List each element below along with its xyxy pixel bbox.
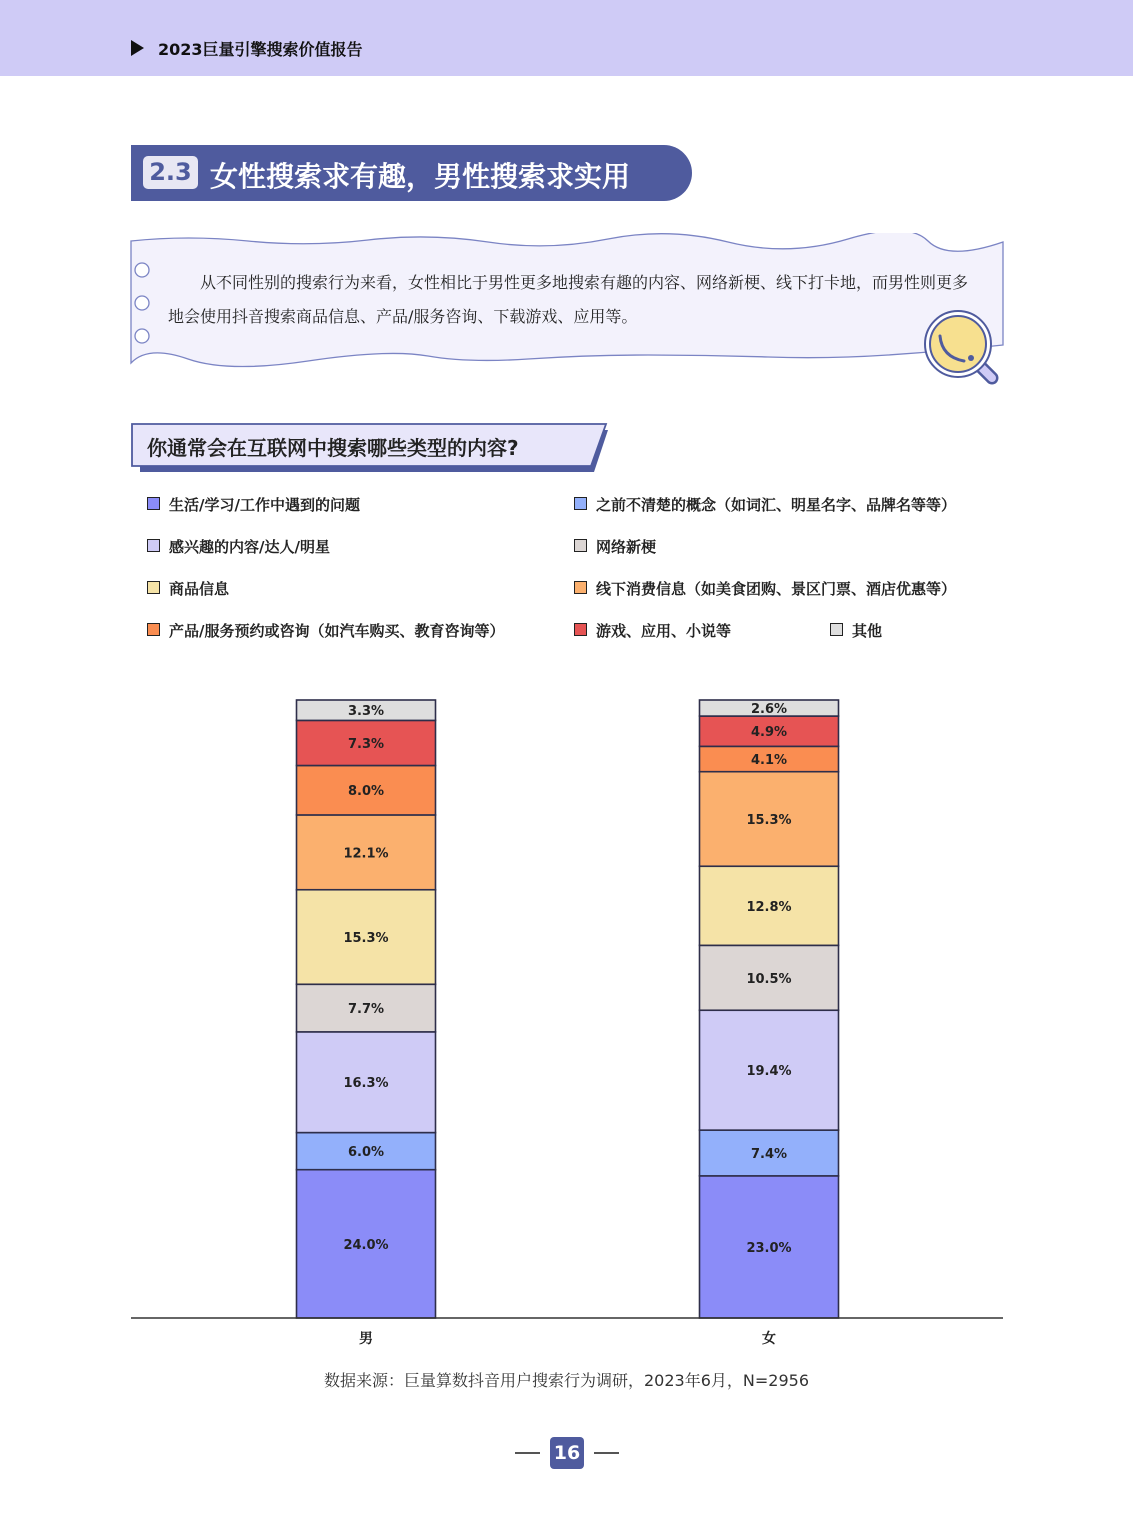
legend-label: 商品信息 — [169, 580, 230, 598]
section-title: 女性搜索求有趣，男性搜索求实用 — [210, 160, 631, 193]
legend-swatch — [147, 581, 160, 594]
data-label: 7.4% — [750, 1146, 788, 1162]
legend-label: 生活/学习/工作中遇到的问题 — [169, 496, 360, 514]
play-arrow-icon — [131, 40, 144, 56]
data-label: 23.0% — [746, 1240, 792, 1256]
legend-swatch — [574, 497, 587, 510]
page-divider-left — [515, 1452, 540, 1454]
legend-swatch — [147, 497, 160, 510]
legend-label: 其他 — [852, 622, 883, 640]
legend-swatch — [147, 623, 160, 636]
x-tick-label: 女 — [762, 1331, 776, 1347]
data-label: 12.8% — [746, 899, 792, 915]
legend-swatch — [147, 539, 160, 552]
data-label: 7.7% — [347, 1002, 385, 1018]
legend-label: 网络新梗 — [596, 538, 657, 556]
data-label: 15.3% — [746, 812, 792, 828]
data-label: 8.0% — [347, 784, 385, 800]
data-label: 10.5% — [746, 971, 792, 987]
data-label: 19.4% — [746, 1064, 792, 1080]
stacked-bar-chart — [0, 660, 1133, 1360]
legend-swatch — [574, 581, 587, 594]
legend-label: 感兴趣的内容/达人/明星 — [169, 538, 330, 556]
legend-label: 线下消费信息（如美食团购、景区门票、酒店优惠等） — [596, 580, 957, 598]
data-source: 数据来源：巨量算数抖音用户搜索行为调研，2023年6月，N=2956 — [324, 1371, 809, 1390]
note-text: 从不同性别的搜索行为来看，女性相比于男性更多地搜索有趣的内容、网络新梗、线下打卡地，而男性则更多地会使用抖音搜索商品信息、产品/服务咨询、下载游戏、应用等。 — [168, 273, 969, 326]
legend-swatch — [574, 623, 587, 636]
data-label: 15.3% — [343, 931, 389, 947]
legend-label: 产品/服务预约或咨询（如汽车购买、教育咨询等） — [169, 622, 505, 640]
section-number: 2.3 — [143, 156, 198, 189]
data-label: 2.6% — [750, 702, 788, 718]
legend-label: 游戏、应用、小说等 — [596, 622, 732, 640]
page-number: 16 — [550, 1437, 584, 1469]
data-label: 6.0% — [347, 1145, 385, 1161]
page-divider-right — [594, 1452, 619, 1454]
data-label: 4.9% — [750, 725, 788, 741]
data-label: 16.3% — [343, 1076, 389, 1092]
question-title: 你通常会在互联网中搜索哪些类型的内容? — [147, 436, 519, 460]
legend-swatch — [830, 623, 843, 636]
data-label: 4.1% — [750, 753, 788, 769]
x-tick-label: 男 — [359, 1331, 373, 1347]
legend-swatch — [574, 539, 587, 552]
data-label: 7.3% — [347, 736, 385, 752]
data-label: 12.1% — [343, 846, 389, 862]
data-label: 24.0% — [343, 1237, 389, 1253]
legend-label: 之前不清楚的概念（如词汇、明星名字、品牌名等等） — [596, 496, 957, 514]
report-title: 2023巨量引擎搜索价值报告 — [158, 40, 363, 59]
data-label: 3.3% — [347, 704, 385, 720]
